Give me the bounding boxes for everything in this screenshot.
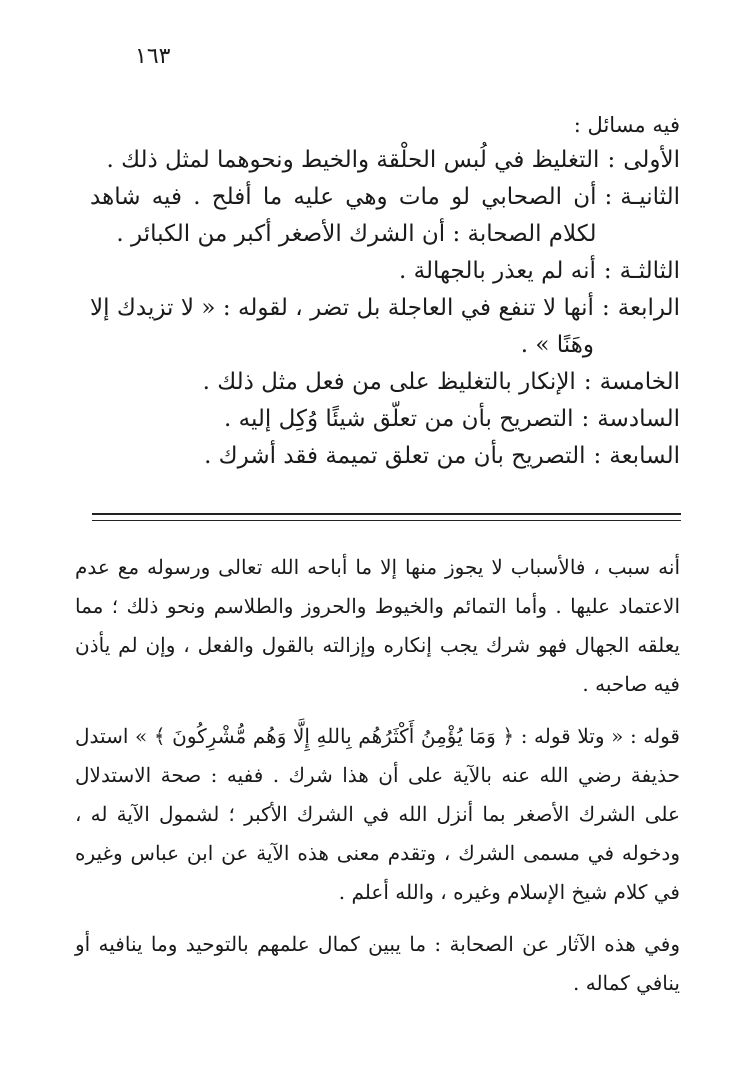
issue-label: الثالثـة [619, 258, 680, 284]
issue-colon: : [603, 258, 612, 284]
issue-text: التصريح بأن من تعلّق شيئًا وُكِل إليه . [224, 406, 574, 432]
issue-row [90, 364, 680, 401]
issue-text: التغليظ في لُبس الحلْقة والخيط ونحوهما لمثل ذلك . [106, 147, 600, 173]
issue-colon: : [604, 184, 613, 210]
commentary-paragraph: وفي هذه الآثار عن الصحابة : ما يبين كمال علمهم بالتوحيد وما ينافيه أو ينافي كماله . [75, 932, 680, 995]
issue-text: أنه لم يعذر بالجهالة . [398, 258, 596, 284]
issues-heading: فيه مسائل : [573, 113, 680, 137]
issue-label: الخامسة [599, 369, 680, 395]
issue-colon: : [583, 369, 592, 395]
issue-colon: : [607, 147, 616, 173]
issue-row [90, 438, 680, 475]
issue-label: الأولى [623, 147, 680, 173]
separator-rule-thin [92, 520, 681, 521]
issue-row [90, 290, 680, 364]
page-number: ١٦٣ [135, 44, 171, 69]
issue-row [90, 401, 680, 438]
issue-row [90, 179, 680, 253]
issues-section [90, 108, 680, 475]
issue-label: الرابعة [617, 295, 680, 321]
commentary-section [75, 548, 680, 1003]
issue-colon: : [601, 295, 610, 321]
issue-colon: : [593, 443, 602, 469]
issue-text: أن الصحابي لو مات وهي عليه ما أفلح . فيه شاهد لكلام الصحابة : أن الشرك الأصغر أكبر من الكبائر . [90, 184, 597, 247]
issue-row [90, 253, 680, 290]
issue-text: التصريح بأن من تعلق تميمة فقد أشرك . [204, 443, 586, 469]
issue-label: السابعة [609, 443, 680, 469]
issue-text: أنها لا تنفع في العاجلة بل تضر ، لقوله : « لا تزيدك إلا وهَنًا » . [90, 295, 594, 358]
commentary-paragraph: قوله : « وتلا قوله : ﴿ وَمَا يُؤْمِنُ أَكْثَرُهُم بِاللهِ إِلَّا وَهُم مُّشْرِكُونَ ﴾ » استدل حذيفة رضي الله عنه بالآية على أن هذا شرك . ففيه : صحة الاستدلال على الشرك الأصغر بما أنزل الله في الشرك الأكبر ؛ لشمول الآية له ، ودخوله في مسمى الشرك ، وتقدم معنى هذه الآية عن ابن عباس وغيره في كلام شيخ الإسلام وغيره ، والله أعلم . [75, 724, 680, 904]
issue-label: السادسة [597, 406, 680, 432]
commentary-paragraph: أنه سبب ، فالأسباب لا يجوز منها إلا ما أباحه الله تعالى ورسوله مع عدم الاعتماد عليها . وأما التمائم والخيوط والحروز والطلاسم ونحو ذلك ؛ مما يعلقه الجهال فهو شرك يجب إنكاره وإزالته بالقول والفعل ، وإن لم يأذن فيه صاحبه . [75, 555, 680, 696]
issue-label: الثانيـة [620, 184, 680, 210]
issue-row [90, 142, 680, 179]
issue-colon: : [581, 406, 590, 432]
separator-rule-thick [92, 513, 681, 515]
issue-text: الإنكار بالتغليظ على من فعل مثل ذلك . [202, 369, 576, 395]
